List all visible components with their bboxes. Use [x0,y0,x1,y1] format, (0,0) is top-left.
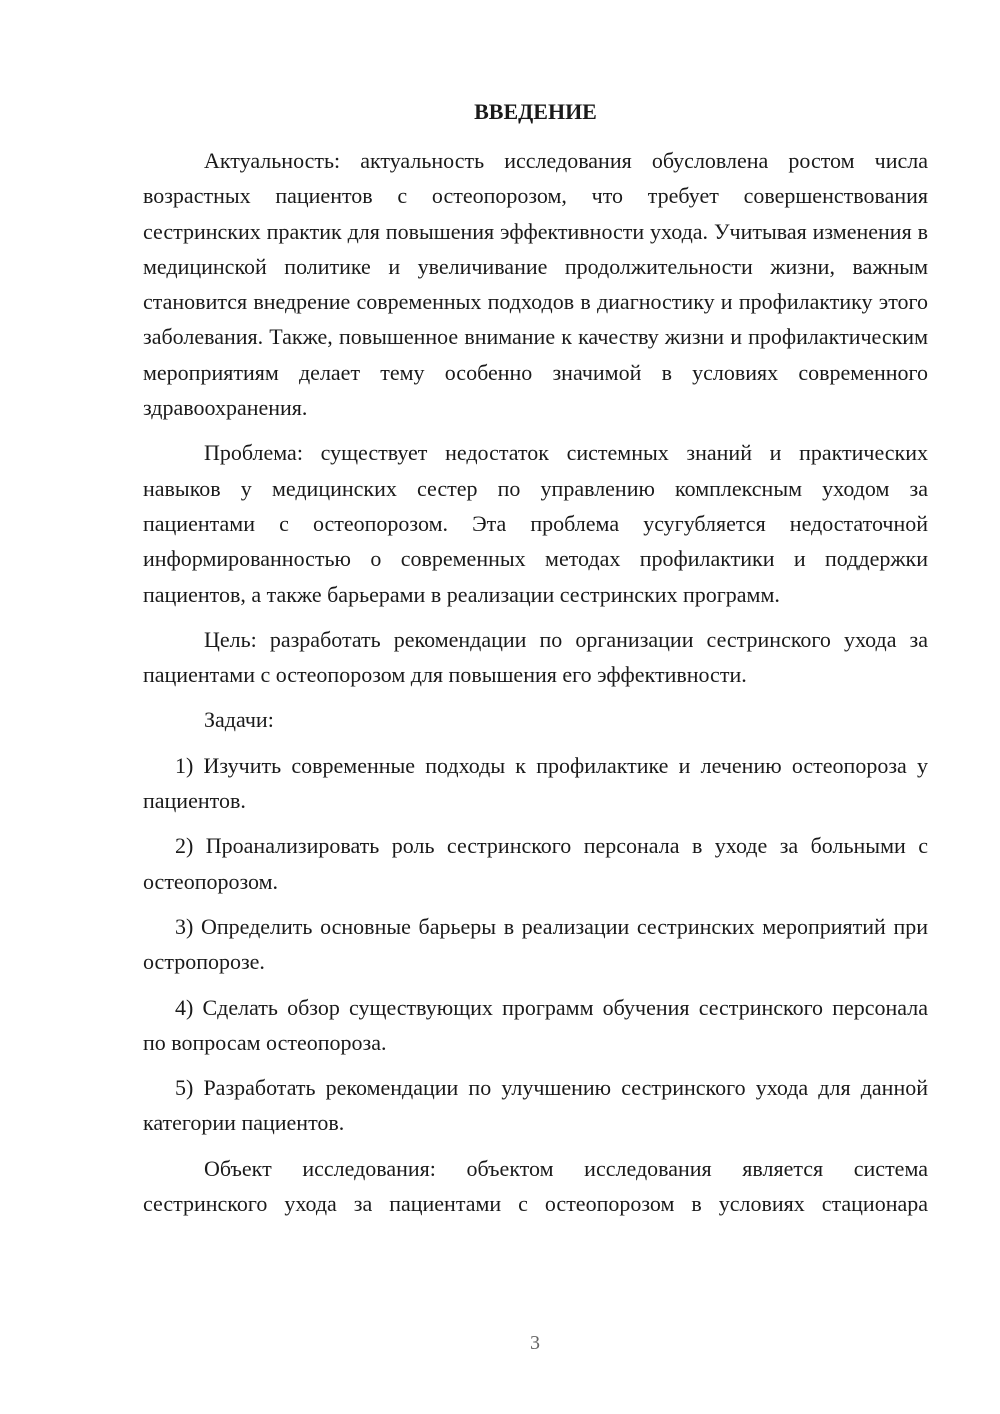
tasks-list [143,748,928,1141]
goal-paragraph: Цель: разработать рекомендации по организации сестринского ухода за пациентами с остеопорозом для повышения его эффективности. [143,626,928,688]
task-item: 3) Определить основные барьеры в реализации сестринских мероприятий при остропорозе. [143,913,928,975]
problem-paragraph: Проблема: существует недостаток системных знаний и практических навыков у медицинских сестер по управлению комплексным уходом за пациентами с остеопорозом. Эта проблема усугубляется недостаточной информированностью о современных методах профилактики и поддержки пациентов, а также барьерами в реализации сестринских программ. [143,440,928,607]
tasks-title: Задачи: [204,707,274,733]
task-item: 2) Проанализировать роль сестринского персонала в уходе за больными с остеопорозом. [143,833,928,894]
task-item: 5) Разработать рекомендации по улучшению сестринского ухода для данной категории пациентов. [143,1075,928,1136]
document-page [143,94,928,1231]
object-paragraph: Объект исследования: объектом исследования является система сестринского ухода за пациентами с остеопорозом в условиях стационара [143,1155,928,1217]
relevance-paragraph: Актуальность: актуальность исследования обусловлена ростом числа возрастных пациентов с остеопорозом, что требует совершенствования сестринских практик для повышения эффективности ухода. Учитывая изменения в медицинской политике и увеличивание продолжительности жизни, важным становится внедрение современных подходов в диагностику и профилактику этого заболевания. Также, повышенное внимание к качеству жизни и профилактическим мероприятиям делает тему особенно значимой в условиях современного здравоохранения. [143,148,928,421]
page-number: 3 [530,1332,540,1354]
section-heading: ВВЕДЕНИЕ [474,99,597,124]
task-item: 4) Сделать обзор существующих программ обучения сестринского персонала по вопросам остеопороза. [143,994,928,1055]
task-item: 1) Изучить современные подходы к профилактике и лечению остеопороза у пациентов. [143,752,928,814]
